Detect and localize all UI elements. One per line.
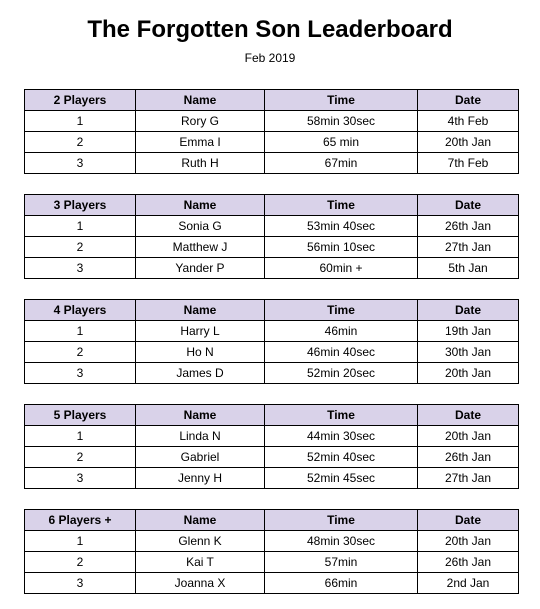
rank-cell: 2 (25, 132, 136, 153)
name-cell: Matthew J (136, 237, 265, 258)
date-cell: 27th Jan (418, 237, 519, 258)
leaderboard-table-3-players (24, 194, 519, 279)
rank-cell: 1 (25, 531, 136, 552)
name-cell: Jenny H (136, 468, 265, 489)
group-header: 4 Players (25, 300, 136, 321)
name-header: Name (136, 195, 265, 216)
name-header: Name (136, 405, 265, 426)
date-cell: 26th Jan (418, 447, 519, 468)
table-row (25, 111, 519, 132)
rank-cell: 1 (25, 111, 136, 132)
name-cell: Gabriel (136, 447, 265, 468)
date-cell: 20th Jan (418, 531, 519, 552)
date-cell: 20th Jan (418, 426, 519, 447)
table-row (25, 258, 519, 279)
table-row (25, 216, 519, 237)
table-header-row (25, 195, 519, 216)
leaderboard-table-5-players (24, 404, 519, 489)
name-cell: Ho N (136, 342, 265, 363)
table-row (25, 342, 519, 363)
time-header: Time (265, 405, 418, 426)
name-cell: Linda N (136, 426, 265, 447)
time-cell: 48min 30sec (265, 531, 418, 552)
table-header-row (25, 300, 519, 321)
page-title: The Forgotten Son Leaderboard (87, 16, 453, 43)
rank-cell: 1 (25, 426, 136, 447)
date-cell: 2nd Jan (418, 573, 519, 594)
date-header: Date (418, 405, 519, 426)
rank-cell: 2 (25, 342, 136, 363)
group-header: 6 Players + (25, 510, 136, 531)
date-cell: 20th Jan (418, 132, 519, 153)
rank-cell: 3 (25, 258, 136, 279)
time-cell: 46min (265, 321, 418, 342)
date-cell: 30th Jan (418, 342, 519, 363)
name-cell: Yander P (136, 258, 265, 279)
date-cell: 19th Jan (418, 321, 519, 342)
table-row (25, 426, 519, 447)
rank-cell: 3 (25, 468, 136, 489)
name-cell: Sonia G (136, 216, 265, 237)
name-header: Name (136, 300, 265, 321)
group-header: 5 Players (25, 405, 136, 426)
date-cell: 27th Jan (418, 468, 519, 489)
time-header: Time (265, 195, 418, 216)
time-cell: 66min (265, 573, 418, 594)
time-cell: 44min 30sec (265, 426, 418, 447)
page-subtitle: Feb 2019 (244, 51, 296, 65)
time-cell: 52min 40sec (265, 447, 418, 468)
time-cell: 53min 40sec (265, 216, 418, 237)
group-header: 3 Players (25, 195, 136, 216)
table-header-row (25, 90, 519, 111)
rank-cell: 3 (25, 153, 136, 174)
group-header: 2 Players (25, 90, 136, 111)
table-row (25, 468, 519, 489)
date-header: Date (418, 300, 519, 321)
date-cell: 26th Jan (418, 552, 519, 573)
time-cell: 52min 20sec (265, 363, 418, 384)
leaderboard-table-2-players (24, 89, 519, 174)
time-cell: 58min 30sec (265, 111, 418, 132)
table-row (25, 573, 519, 594)
leaderboard-table-4-players (24, 299, 519, 384)
time-cell: 56min 10sec (265, 237, 418, 258)
leaderboard-table-6-players-plus (24, 509, 519, 594)
rank-cell: 2 (25, 237, 136, 258)
date-header: Date (418, 195, 519, 216)
date-header: Date (418, 510, 519, 531)
table-row (25, 153, 519, 174)
date-cell: 5th Jan (418, 258, 519, 279)
time-header: Time (265, 300, 418, 321)
rank-cell: 3 (25, 573, 136, 594)
table-row (25, 552, 519, 573)
rank-cell: 2 (25, 552, 136, 573)
table-row (25, 531, 519, 552)
time-cell: 60min + (265, 258, 418, 279)
date-header: Date (418, 90, 519, 111)
table-row (25, 363, 519, 384)
date-cell: 20th Jan (418, 363, 519, 384)
name-header: Name (136, 90, 265, 111)
name-cell: Ruth H (136, 153, 265, 174)
time-cell: 52min 45sec (265, 468, 418, 489)
time-cell: 57min (265, 552, 418, 573)
time-cell: 46min 40sec (265, 342, 418, 363)
date-cell: 7th Feb (418, 153, 519, 174)
date-cell: 4th Feb (418, 111, 519, 132)
rank-cell: 1 (25, 321, 136, 342)
rank-cell: 1 (25, 216, 136, 237)
name-cell: Harry L (136, 321, 265, 342)
table-row (25, 237, 519, 258)
table-header-row (25, 510, 519, 531)
time-cell: 67min (265, 153, 418, 174)
rank-cell: 2 (25, 447, 136, 468)
time-cell: 65 min (265, 132, 418, 153)
table-row (25, 132, 519, 153)
name-cell: Rory G (136, 111, 265, 132)
name-cell: Joanna X (136, 573, 265, 594)
table-header-row (25, 405, 519, 426)
time-header: Time (265, 90, 418, 111)
table-row (25, 321, 519, 342)
name-header: Name (136, 510, 265, 531)
table-row (25, 447, 519, 468)
date-cell: 26th Jan (418, 216, 519, 237)
rank-cell: 3 (25, 363, 136, 384)
name-cell: James D (136, 363, 265, 384)
name-cell: Glenn K (136, 531, 265, 552)
name-cell: Kai T (136, 552, 265, 573)
name-cell: Emma I (136, 132, 265, 153)
time-header: Time (265, 510, 418, 531)
